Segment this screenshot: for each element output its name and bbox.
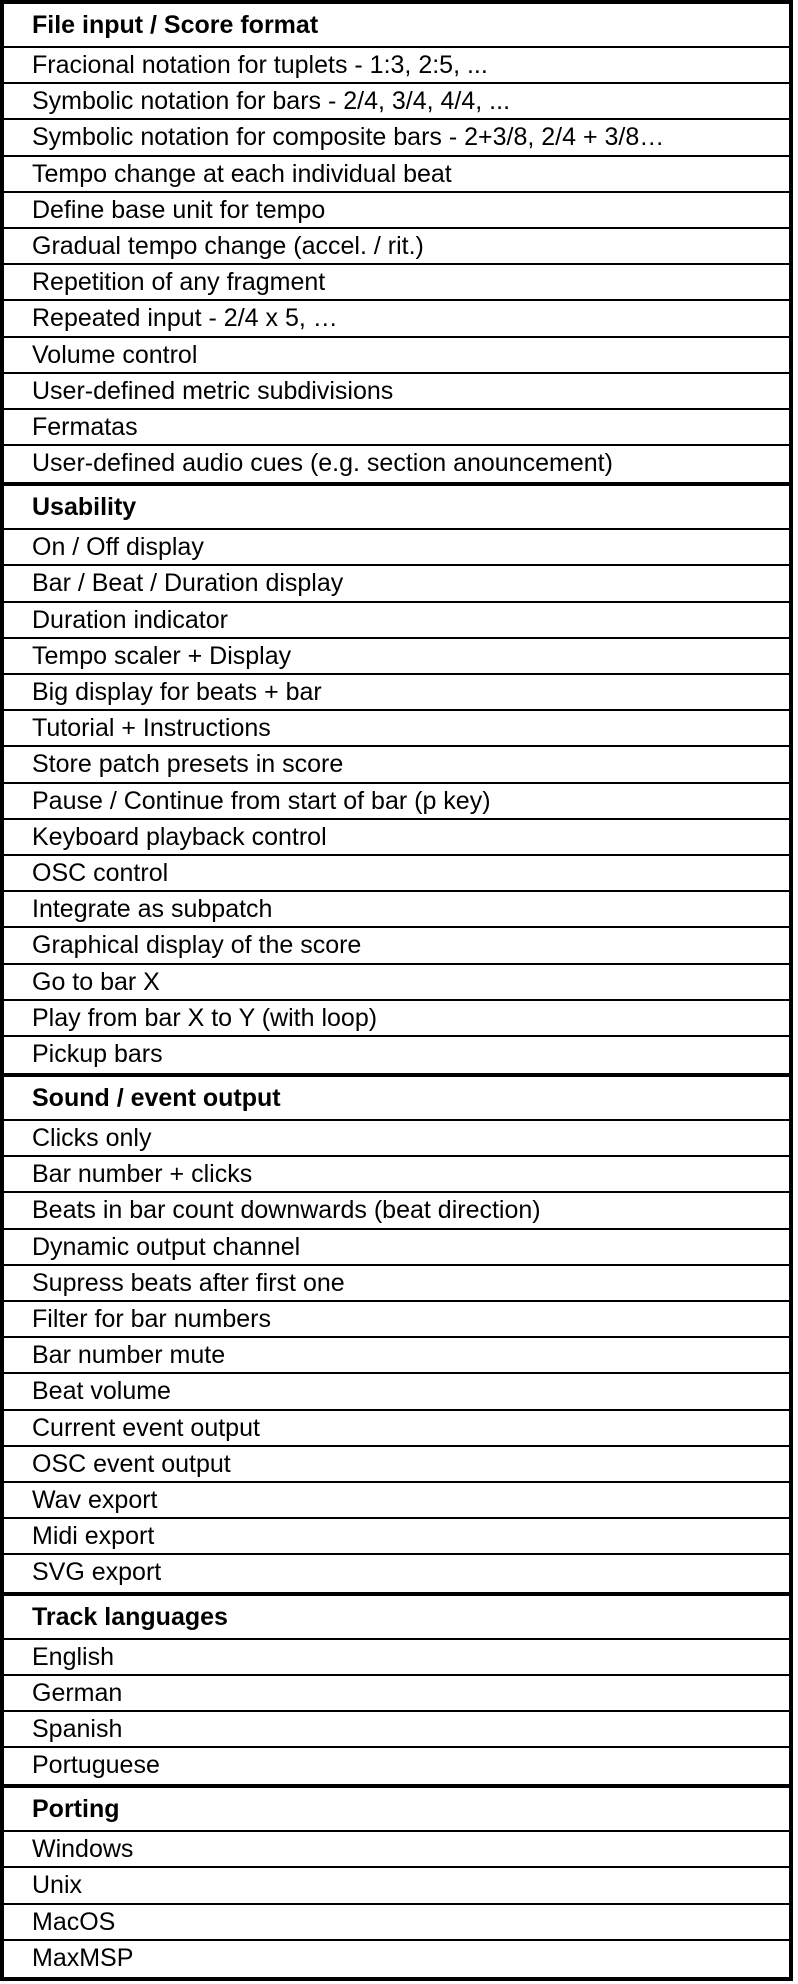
section-header: Usability [4, 486, 789, 530]
feature-row: Current event output [4, 1411, 789, 1447]
feature-row: Symbolic notation for composite bars - 2+3/8, 2/4 + 3/8… [4, 120, 789, 156]
feature-row: Define base unit for tempo [4, 193, 789, 229]
feature-row: Keyboard playback control [4, 820, 789, 856]
feature-row: Unix [4, 1868, 789, 1904]
feature-row: Portuguese [32, 1751, 160, 1780]
feature-row: Pause / Continue from start of bar (p key) [4, 784, 789, 820]
feature-row: Supress beats after first one [4, 1266, 789, 1302]
feature-row: SVG export [32, 1558, 162, 1587]
feature-row: Duration indicator [4, 603, 789, 639]
feature-row: German [4, 1676, 789, 1712]
feature-row: Bar / Beat / Duration display [4, 566, 789, 602]
feature-row: Pickup bars [32, 1039, 163, 1068]
feature-row: Fermatas [4, 410, 789, 446]
feature-row: Volume control [4, 338, 789, 374]
feature-row: User-defined audio cues (e.g. section anouncement) [32, 449, 613, 478]
feature-row: Beat volume [4, 1374, 789, 1410]
feature-row: OSC event output [4, 1447, 789, 1483]
feature-row: Wav export [4, 1483, 789, 1519]
feature-row: Store patch presets in score [4, 747, 789, 783]
feature-row: Bar number mute [4, 1338, 789, 1374]
feature-row: Integrate as subpatch [4, 892, 789, 928]
feature-row: Filter for bar numbers [4, 1302, 789, 1338]
feature-section [4, 1073, 789, 1591]
feature-row: MacOS [4, 1905, 789, 1941]
feature-row: Gradual tempo change (accel. / rit.) [4, 229, 789, 265]
feature-row: On / Off display [4, 530, 789, 566]
feature-section [4, 1784, 789, 1977]
feature-row: Repetition of any fragment [4, 265, 789, 301]
section-header: Sound / event output [4, 1077, 789, 1121]
feature-row: Dynamic output channel [4, 1230, 789, 1266]
feature-row: Beats in bar count downwards (beat direction) [4, 1193, 789, 1229]
feature-row: Windows [4, 1832, 789, 1868]
feature-row: Symbolic notation for bars - 2/4, 3/4, 4/4, ... [4, 84, 789, 120]
feature-row: Repeated input - 2/4 x 5, … [4, 301, 789, 337]
section-header: Porting [4, 1788, 789, 1832]
feature-row: Spanish [4, 1712, 789, 1748]
feature-row: MaxMSP [32, 1943, 134, 1972]
feature-section [4, 482, 789, 1073]
feature-row: Go to bar X [4, 965, 789, 1001]
feature-row: Big display for beats + bar [4, 675, 789, 711]
feature-section [4, 1592, 789, 1785]
feature-row: English [4, 1640, 789, 1676]
feature-row: Clicks only [4, 1121, 789, 1157]
feature-row: Fracional notation for tuplets - 1:3, 2:5, ... [4, 48, 789, 84]
section-header: Track languages [4, 1596, 789, 1640]
section-header: File input / Score format [4, 4, 789, 48]
feature-row: Play from bar X to Y (with loop) [4, 1001, 789, 1037]
feature-section [4, 4, 789, 482]
feature-row: Tempo scaler + Display [4, 639, 789, 675]
feature-row: Bar number + clicks [4, 1157, 789, 1193]
feature-row: Tempo change at each individual beat [4, 157, 789, 193]
feature-row: User-defined metric subdivisions [4, 374, 789, 410]
feature-row: OSC control [4, 856, 789, 892]
feature-row: Midi export [4, 1519, 789, 1555]
feature-row: Tutorial + Instructions [4, 711, 789, 747]
feature-row: Graphical display of the score [4, 928, 789, 964]
